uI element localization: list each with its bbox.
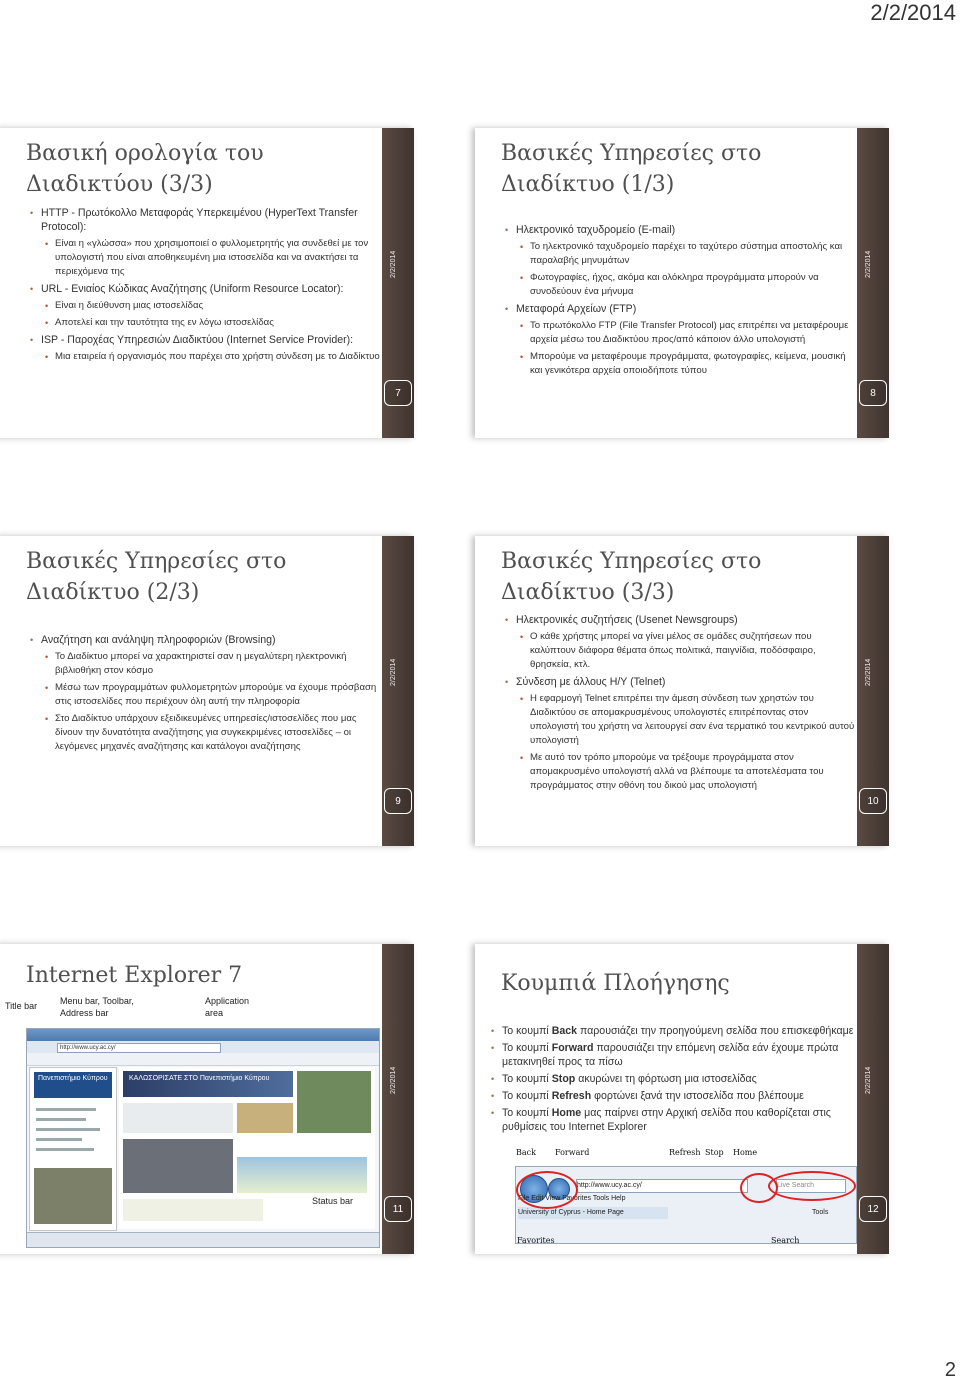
nav-item-home: • Το κουμπί Home μας παίρνει στην Αρχική σελίδα που καθορίζεται στις ρυθμίσεις του Internet Explorer bbox=[491, 1106, 861, 1134]
slide-sidebar bbox=[382, 128, 414, 438]
slide-sidebar bbox=[857, 944, 889, 1254]
slide-number: 10 bbox=[859, 788, 887, 814]
slide-7 bbox=[0, 128, 414, 438]
menu-line bbox=[36, 1128, 100, 1131]
sub-bullet-item: • Μια εταιρεία ή οργανισμός που παρέχει στο χρήστη σύνδεση με το Διαδίκτυο bbox=[30, 350, 380, 364]
sub-bullet-item: • Αποτελεί και την ταυτότητα της εν λόγω ιστοσελίδας bbox=[30, 316, 380, 330]
search-highlight bbox=[768, 1171, 856, 1201]
sub-bullet-item: • Μέσω των προγραμμάτων φυλλομετρητών μπορούμε να έχουμε πρόσβαση στις ιστοσελίδες που περιέχουν όλη αυτή την πληροφορία bbox=[30, 681, 380, 709]
sub-bullet-item: • Η εφαρμογή Telnet επιτρέπει την άμεση σύνδεση των χρηστών του Διαδικτύου σε απομακρυσμένους υπολογιστές επιτρέποντας στον υπολογιστή του χρήστη να λειτουργεί σαν ένα τερματικό του κεντρικού αυτού υπολογιστή bbox=[505, 692, 855, 748]
bullet-item: • HTTP - Πρωτόκολλο Μεταφοράς Υπερκειμένου (HyperText Transfer Protocol): bbox=[30, 206, 380, 234]
navigation-buttons-highlight bbox=[516, 1171, 578, 1209]
ie-address-bar bbox=[27, 1041, 379, 1053]
slide-10 bbox=[475, 536, 889, 846]
slide-number: 12 bbox=[859, 1196, 887, 1222]
bullet-item: • Αναζήτηση και ανάληψη πληροφοριών (Browsing) bbox=[30, 633, 380, 647]
sub-bullet-item: • Μπορούμε να μεταφέρουμε προγράμματα, φωτογραφίες, κείμενα, μουσική και γενικότερα αρχεία οποιοδήποτε τύπου bbox=[505, 350, 855, 378]
bullet-item: • ISP - Παροχέας Υπηρεσιών Διαδικτύου (Internet Service Provider): bbox=[30, 333, 380, 347]
slide-number: 8 bbox=[859, 380, 887, 406]
search-label: Search bbox=[771, 1236, 800, 1245]
site-photo bbox=[123, 1139, 233, 1193]
nav-item-forward: • Το κουμπί Forward παρουσιάζει την επόμενη σελίδα εάν έχουμε πρώτα μετακινηθεί προς τα πίσω bbox=[491, 1041, 861, 1069]
slide-date: 2/2/2014 bbox=[865, 1066, 872, 1094]
page-date: 2/2/2014 bbox=[870, 0, 956, 25]
slide-number: 9 bbox=[384, 788, 412, 814]
slide-12 bbox=[475, 944, 889, 1254]
bullet-item: • URL - Ενιαίος Κώδικας Αναζήτησης (Uniform Resource Locator): bbox=[30, 282, 380, 296]
slide-number: 11 bbox=[384, 1196, 412, 1222]
ie-tools-menu: Tools bbox=[812, 1209, 829, 1216]
menu-bar-label: Menu bar, Toolbar, Address bar bbox=[60, 996, 134, 1018]
slide-date: 2/2/2014 bbox=[390, 1066, 397, 1094]
slide-sidebar bbox=[857, 128, 889, 438]
nav-item-refresh: • Το κουμπί Refresh φορτώνει ξανά την ιστοσελίδα που βλέπουμε bbox=[491, 1089, 861, 1103]
slide-title: Internet Explorer 7 bbox=[26, 963, 243, 988]
slide-title: Βασικές Υπηρεσίες στο Διαδίκτυο (3/3) bbox=[501, 549, 762, 605]
refresh-label: Refresh bbox=[669, 1148, 701, 1157]
site-left-panel bbox=[29, 1067, 117, 1231]
site-banner bbox=[123, 1071, 293, 1097]
slide-sidebar bbox=[382, 536, 414, 846]
ie-status-bar bbox=[27, 1232, 379, 1247]
slide-date: 2/2/2014 bbox=[865, 658, 872, 686]
slide-date: 2/2/2014 bbox=[390, 658, 397, 686]
back-label: Back bbox=[516, 1148, 536, 1157]
nav-item-stop: • Το κουμπί Stop ακυρώνει τη φόρτωση μια ιστοσελίδας bbox=[491, 1072, 861, 1086]
slide-title: Βασικές Υπηρεσίες στο Διαδίκτυο (2/3) bbox=[26, 549, 287, 605]
menu-line bbox=[36, 1148, 94, 1151]
site-photo bbox=[237, 1103, 293, 1133]
sub-bullet-item: • Το Διαδίκτυο μπορεί να χαρακτηριστεί σαν η μεγαλύτερη ηλεκτρονική βιβλιοθήκη στον κόσμο bbox=[30, 650, 380, 678]
slide-title: Βασικές Υπηρεσίες στο Διαδίκτυο (1/3) bbox=[501, 141, 762, 197]
slide-sidebar bbox=[857, 536, 889, 846]
slide-8 bbox=[475, 128, 889, 438]
slide-sidebar bbox=[382, 944, 414, 1254]
page-number: 2 bbox=[944, 1359, 956, 1381]
ie-window-screenshot bbox=[26, 1028, 380, 1248]
slide-date: 2/2/2014 bbox=[390, 250, 397, 278]
ie-title-bar bbox=[27, 1029, 379, 1041]
sub-bullet-item: • Με αυτό τον τρόπο μπορούμε να τρέξουμε προγράμματα στον απομακρυσμένο υπολογιστή αλλά να βλέπουμε τα αποτελέσματα του προγράμματος στην οθόνη του δικού μας υπολογιστή bbox=[505, 751, 855, 793]
sub-bullet-item: • Είναι η «γλώσσα» που χρησιμοποιεί ο φυλλομετρητής για συνδεθεί με τον υπολογιστή που είναι αποθηκευμένη μια ιστοσελίδα και να ανακτήσει τα περιεχόμενα της bbox=[30, 237, 380, 279]
site-logo-text: Πανεπιστήμιο Κύπρου bbox=[38, 1075, 108, 1082]
sub-bullet-item: • Το ηλεκτρονικό ταχυδρομείο παρέχει το ταχύτερο σύστημα αποστολής και παραλαβής μηνυμάτων bbox=[505, 240, 855, 268]
favorites-label: Favorites bbox=[517, 1236, 555, 1245]
sub-bullet-item: • Είναι η διεύθυνση μιας ιστοσελίδας bbox=[30, 299, 380, 313]
site-banner-text: ΚΑΛΩΣΟΡΙΣΑΤΕ ΣΤΟ Πανεπιστήμιο Κύπρου bbox=[129, 1075, 270, 1082]
site-photo bbox=[297, 1071, 371, 1133]
bullet-item: • Μεταφορά Αρχείων (FTP) bbox=[505, 302, 855, 316]
slide-date: 2/2/2014 bbox=[865, 250, 872, 278]
site-photo bbox=[237, 1157, 367, 1193]
status-bar-label: Status bar bbox=[312, 1196, 354, 1206]
forward-label: Forward bbox=[555, 1148, 590, 1157]
slide-body bbox=[30, 633, 380, 757]
slide-body bbox=[505, 223, 855, 381]
address-field: http://www.ucy.ac.cy/ bbox=[57, 1043, 221, 1053]
site-text-block bbox=[123, 1103, 233, 1133]
slide-body bbox=[30, 206, 380, 367]
slide-title: Κουμπιά Πλοήγησης bbox=[501, 971, 730, 996]
stop-label: Stop bbox=[705, 1148, 724, 1157]
ie-toolbar bbox=[27, 1053, 379, 1066]
ie-address-row: http://www.ucy.ac.cy/ bbox=[576, 1179, 748, 1193]
sub-bullet-item: • Στο Διαδίκτυο υπάρχουν εξειδικευμένες υπηρεσίες/ιστοσελίδες που μας δίνουν την δυνατότητα αναζήτησης για συγκεκριμένες ιστοσελίδες – οι λεγόμενες μηχανές αναζήτησης και κατάλογοι αναζήτησης bbox=[30, 712, 380, 754]
slide-11 bbox=[0, 944, 414, 1254]
menu-line bbox=[36, 1108, 96, 1111]
menu-line bbox=[36, 1138, 82, 1141]
sub-bullet-item: • Το πρωτόκολλο FTP (File Transfer Protocol) μας επιτρέπει να μεταφέρουμε αρχεία μέσω του Διαδικτύου προς/από κάποιον άλλο υπολογιστή bbox=[505, 319, 855, 347]
sub-bullet-item: • Φωτογραφίες, ήχος, ακόμα και ολόκληρα προγράμματα μπορούν να συνοδεύουν ένα μήνυμα bbox=[505, 271, 855, 299]
site-photo bbox=[34, 1168, 112, 1224]
bullet-item: • Σύνδεση με άλλους Η/Υ (Telnet) bbox=[505, 675, 855, 689]
bullet-item: • Ηλεκτρονικές συζητήσεις (Usenet Newsgroups) bbox=[505, 613, 855, 627]
ie-navigation-screenshot bbox=[515, 1166, 857, 1244]
menu-line bbox=[36, 1118, 86, 1121]
slide-body bbox=[491, 1024, 861, 1137]
slide-9 bbox=[0, 536, 414, 846]
site-text-block bbox=[123, 1199, 263, 1221]
title-bar-label: Title bar bbox=[5, 1001, 38, 1011]
ie-search-box: Live Search bbox=[776, 1179, 846, 1193]
sub-bullet-item: • Ο κάθε χρήστης μπορεί να γίνει μέλος σε ομάδες συζητήσεων που καλύπτουν διάφορα θέματα όπως πολιτικά, παιγνίδια, ποδόσφαιρο, θρησκεία, κτλ. bbox=[505, 630, 855, 672]
slide-title: Βασική ορολογία του Διαδικτύου (3/3) bbox=[26, 141, 264, 197]
nav-item-back: • Το κουμπί Back παρουσιάζει την προηγούμενη σελίδα που επισκεφθήκαμε bbox=[491, 1024, 861, 1038]
site-logo bbox=[34, 1072, 112, 1098]
slide-body bbox=[505, 613, 855, 796]
ie-menu-row: File Edit View Favorites Tools Help bbox=[518, 1195, 626, 1202]
home-label: Home bbox=[733, 1148, 758, 1157]
ie-tab-row: University of Cyprus - Home Page bbox=[518, 1207, 668, 1219]
application-area-label: Application area bbox=[205, 996, 250, 1018]
slide-number: 7 bbox=[384, 380, 412, 406]
bullet-item: • Ηλεκτρονικό ταχυδρομείο (E-mail) bbox=[505, 223, 855, 237]
